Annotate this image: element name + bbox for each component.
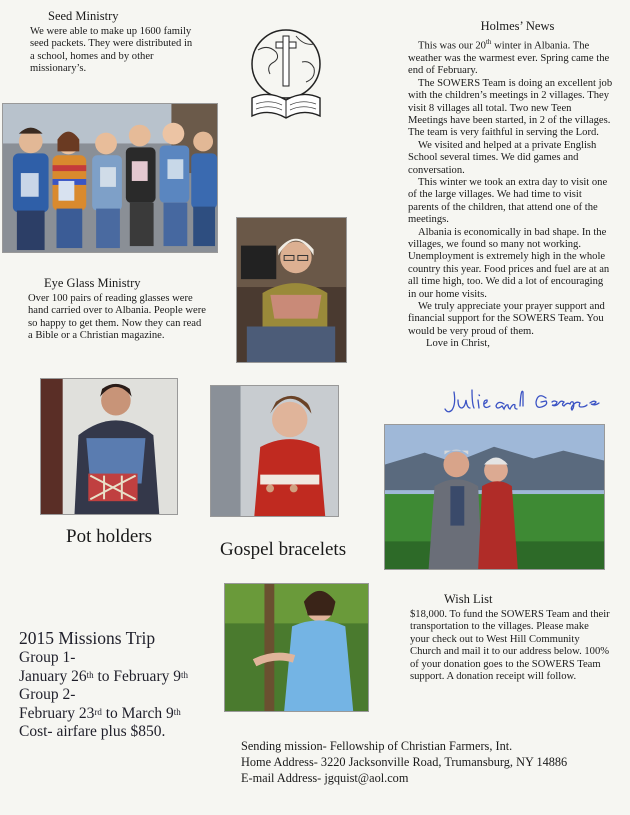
news-paragraph: The SOWERS Team is doing an excellent job with the children’s meetings in 2 villages. They visit 8 villages all total. Two new Teen Meetings have been started, in 2 of the villages. The team is very faithful in serving the Lord. [408,77,613,139]
wish-list-heading: Wish List [444,592,493,606]
superscript: rd [94,706,102,717]
woman-pot-holder-photo [40,378,178,515]
holmes-news-heading: Holmes’ News [480,19,555,33]
sending-mission: Sending mission- Fellowship of Christian Farmers, Int. [241,739,513,753]
group1-dates [19,668,224,687]
eye-glass-heading: Eye Glass Ministry [44,276,141,290]
gospel-bracelets-caption: Gospel bracelets [220,539,347,560]
group2-start: February 23 [19,704,95,722]
seed-ministry-section [30,9,195,76]
news-paragraph: This winter we took an extra day to visit one of the large villages. We had time to visit parents of the children, that attend one of the meetings. [408,177,608,226]
holmes-news-section [408,19,613,351]
news-paragraph [408,36,613,78]
news-closing: Love in Christ, [426,338,490,350]
globe-cross-bible-logo [246,28,326,124]
group1-label: Group 1- [19,649,76,666]
woman-reading-glasses-photo [236,217,347,363]
group2-dates [19,705,224,724]
news-paragraph: We truly appreciate your prayer support and financial support for the SOWERS Team. You would be very proud of them. [408,301,605,337]
news-text: winter in Albania. The weather was the warmest ever. Spring came the end of February. [408,40,610,77]
eye-glass-ministry-section [28,276,208,343]
handwritten-signature [442,386,612,420]
superscript: th [173,706,181,717]
seed-ministry-text: We were able to make up 1600 family seed packets. They were distributed in a school, homes and by other missionary’s. [30,26,193,75]
children-seed-packets-photo [2,103,218,253]
trip-cost: Cost- airfare plus $850. [19,723,166,740]
superscript: th [86,669,94,680]
missions-trip-title: 2015 Missions Trip [19,628,156,648]
email-address: E-mail Address- jgquist@aol.com [241,771,409,785]
seed-ministry-heading: Seed Ministry [48,9,119,23]
news-paragraph: We visited and helped at a private English School several times. We did games and conversation. [408,139,597,176]
group2-label: Group 2- [19,686,76,703]
wish-list-section [410,592,610,683]
girl-outdoors-photo [224,583,369,712]
pot-holders-caption: Pot holders [66,526,153,547]
footer-contact [241,738,621,786]
news-paragraph: Albania is economically in bad shape. In the villages, we found so many not working. Unemployment is extremely high in the whole country this year. Food prices and fuel are at an all time high, too. We did a lot of encouraging in our home visits. [408,226,610,300]
eye-glass-text: Over 100 pairs of reading glasses were hand carried over to Albania. People were so happy to get them. Now they can read a Bible or a Christian magazine. [28,293,206,342]
boy-gospel-bracelet-photo [210,385,339,517]
wish-list-text: $18,000. To fund the SOWERS Team and their transportation to the villages. Please make your check out to West Hill Community Church and mail it to our address below. 100% of your donation goes to the SOWERS Team support. A donation receipt will follow. [410,609,610,683]
julie-and-george-photo [384,424,605,570]
news-text: This was our 20 [418,40,486,52]
group1-end: to February 9 [93,667,181,685]
superscript: th [180,669,188,680]
group2-end: to March 9 [101,704,174,722]
home-address: Home Address- 3220 Jacksonville Road, Trumansburg, NY 14886 [241,755,568,769]
missions-trip-section [19,627,224,742]
group1-start: January 26 [19,667,87,685]
superscript: th [485,38,492,46]
